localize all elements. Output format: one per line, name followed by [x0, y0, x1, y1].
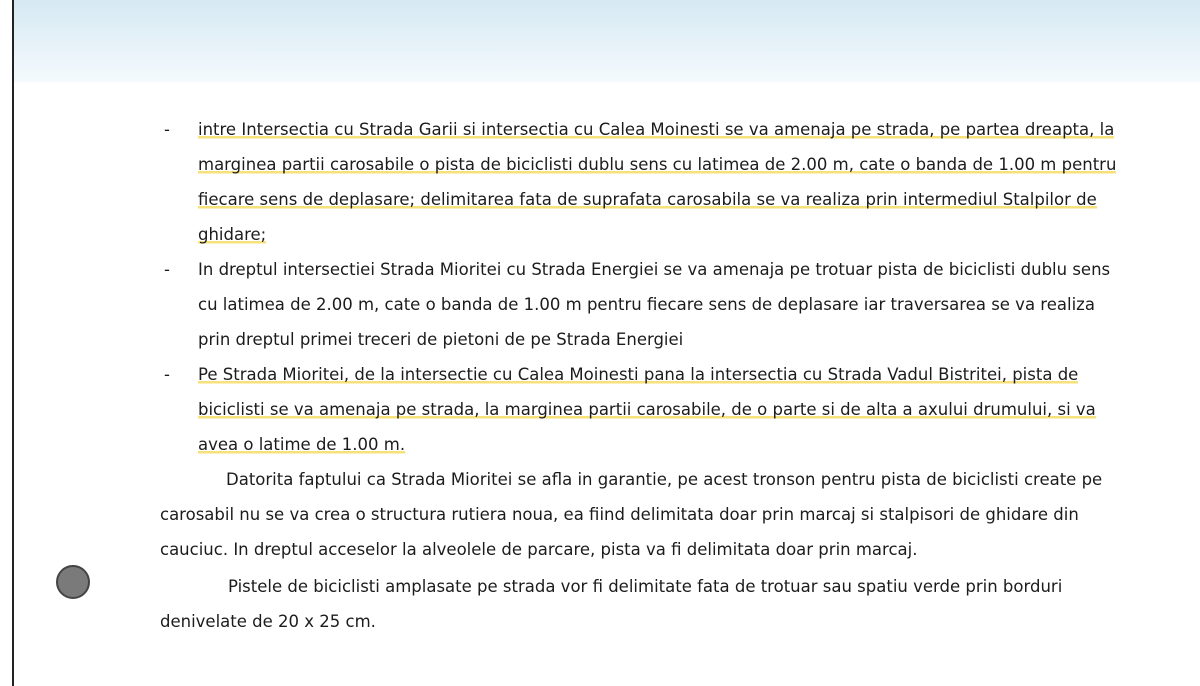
header-band: [14, 0, 1200, 82]
paragraph-borduri: Pistele de biciclisti amplasate pe strada vor fi delimitate fata de trotuar sau spatiu verde prin borduri denivelate de 20 x 25 cm.: [160, 577, 1063, 631]
bullet-text: intre Intersectia cu Strada Garii si intersectia cu Calea Moinesti se va amenaja pe strada, pe partea dreapta, la marginea partii carosabile o pista de biciclisti dublu sens cu latimea de 2.00 m, cate o banda de 1.00 m pentru fiecare sens de deplasare; delimitarea fata de suprafata carosabila se va realiza prin intermediul Stalpilor de ghidare;: [198, 120, 1117, 244]
bullet-dash: -: [164, 120, 170, 139]
bullet-dash: -: [164, 260, 170, 279]
bullet-dash: -: [164, 365, 170, 384]
paragraph-garantie: Datorita faptului ca Strada Mioritei se afla in garantie, pe acest tronson pentru pista de biciclisti create pe carosabil nu se va crea o structura rutiera noua, ea fiind delimitata doar prin marcaj si stalpisori de ghidare din cauciuc. In dreptul acceselor la alveolele de parcare, pista va fi delimitata doar prin marcaj.: [160, 470, 1103, 559]
bullet-item-mioritei: [160, 357, 1120, 462]
bullet-text: Pe Strada Mioritei, de la intersectie cu Calea Moinesti pana la intersectia cu Strada Vadul Bistritei, pista de biciclisti se va amenaja pe strada, la marginea partii carosabile, de o parte si de alta a axului drumului, si va avea o latime de 1.00 m.: [198, 365, 1096, 454]
bullet-item-energiei: [160, 252, 1120, 357]
bullet-item-garii: [160, 112, 1120, 252]
page-edge: [12, 0, 14, 686]
bullet-text: In dreptul intersectiei Strada Mioritei cu Strada Energiei se va amenaja pe trotuar pista de biciclisti dublu sens cu latimea de 2.00 m, cate o banda de 1.00 m pentru fiecare sens de deplasare iar traversarea se va realiza prin dreptul primei treceri de pietoni de pe Strada Energiei: [198, 260, 1111, 349]
circle-marker-icon: [56, 565, 90, 599]
document-body: [160, 112, 1120, 639]
